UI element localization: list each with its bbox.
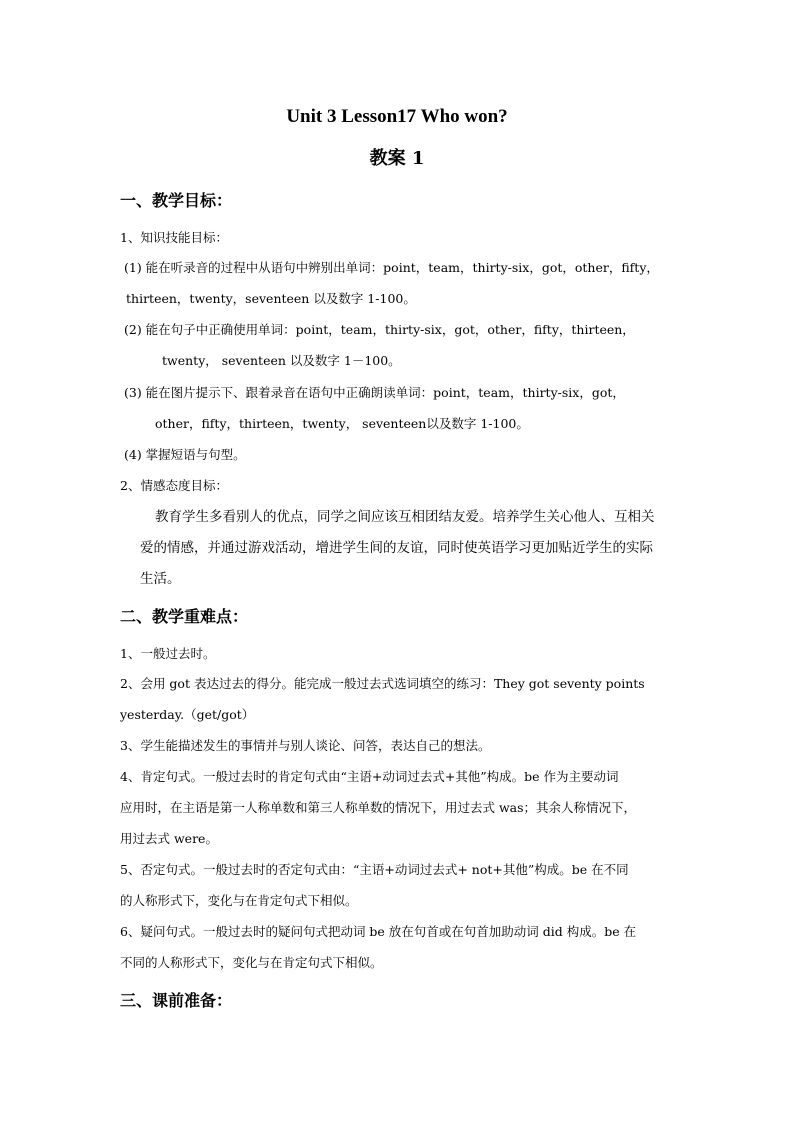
emotional-paragraph-line-2: 爱的情感，并通过游戏活动，增进学生间的友谊，同时使英语学习更加贴近学生的实际 [140,540,653,556]
objective-item-1-line-2: thirteen，twenty，seventeen 以及数字 1-100。 [126,291,416,306]
objective-item-2-line-2: twenty， seventeen 以及数字 1－100。 [162,353,401,368]
objective-item-1-line-1: (1) 能在听录音的过程中从语句中辨别出单词：point，team，thirty-six，got，other，fifty， [124,260,659,275]
key-point-5-line-1: 5、否定句式。一般过去时的否定句式由：“主语+动词过去式+ not+其他”构成。be 在不同 [120,862,629,877]
subheading-knowledge-skills: 1、知识技能目标： [120,230,228,245]
page-subtitle: 教案 1 [369,148,425,169]
key-point-1: 1、一般过去时。 [120,646,216,661]
key-point-2-line-2: yesterday.（get/got） [120,707,255,722]
key-point-6-line-1: 6、疑问句式。一般过去时的疑问句式把动词 be 放在句首或在句首加助动词 did 构成。be 在 [120,924,637,939]
objective-item-2-line-1: (2) 能在句子中正确使用单词：point，team，thirty-six，got，other，fifty，thirteen， [124,322,635,337]
key-point-4-line-2: 应用时，在主语是第一人称单数和第三人称单数的情况下，用过去式 was；其余人称情况下， [120,800,637,815]
key-point-2-line-1: 2、会用 got 表达过去的得分。能完成一般过去式选词填空的练习：They got seventy points [120,676,645,691]
emotional-paragraph-line-3: 生活。 [140,571,181,587]
key-point-6-line-2: 不同的人称形式下，变化与在肯定句式下相似。 [120,955,383,970]
objective-item-3-line-2: other，fifty，thirteen，twenty， seventeen以及数字 1-100。 [155,416,529,431]
section-heading-objectives: 一、教学目标： [120,191,233,210]
key-point-5-line-2: 的人称形式下，变化与在肯定句式下相似。 [120,893,358,908]
key-point-4-line-1: 4、肯定句式。一般过去时的肯定句式由“主语+动词过去式+其他”构成。be 作为主要动词 [120,769,619,784]
subheading-emotional-attitude: 2、情感态度目标： [120,478,228,493]
emotional-paragraph-line-1: 教育学生多看别人的优点，同学之间应该互相团结友爱。培养学生关心他人、互相关 [155,509,655,525]
page-title: Unit 3 Lesson17 Who won? [286,106,508,127]
objective-item-3-line-1: (3) 能在图片提示下、跟着录音在语句中正确朗读单词：point，team，thirty-six，got， [124,385,625,400]
key-point-4-line-3: 用过去式 were。 [120,831,218,846]
section-heading-key-points: 二、教学重难点： [120,607,249,626]
objective-item-4: (4) 掌握短语与句型。 [124,447,246,462]
key-point-3: 3、学生能描述发生的事情并与别人谈论、问答，表达自己的想法。 [120,738,491,753]
section-heading-preparation: 三、课前准备： [120,991,233,1010]
